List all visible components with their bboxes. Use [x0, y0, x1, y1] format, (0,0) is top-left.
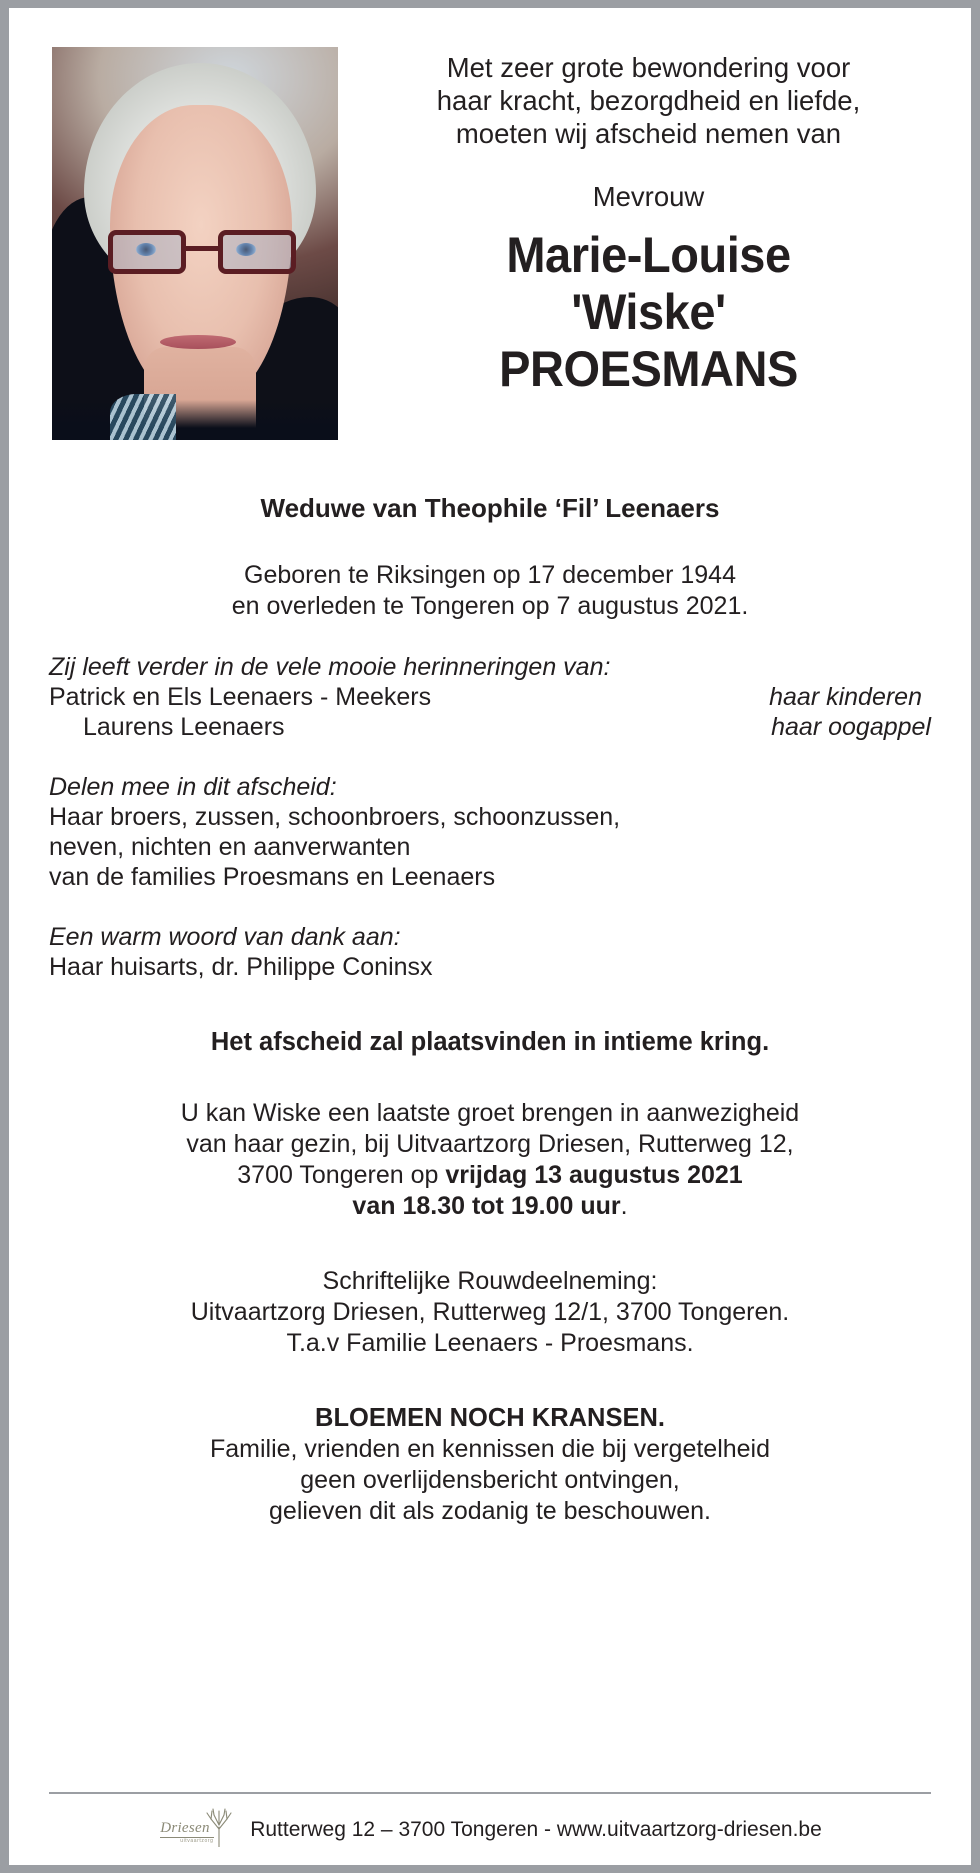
honorific: Mevrouw	[592, 181, 705, 212]
photo-necklace	[110, 394, 176, 440]
photo-glasses-bridge	[186, 246, 218, 251]
visitation-city-prefix: 3700 Tongeren op	[237, 1161, 446, 1189]
visitation-line-4	[49, 1191, 931, 1222]
widow-line: Weduwe van Theophile ‘Fil’ Leenaers	[260, 493, 720, 523]
thanks-section	[49, 922, 931, 982]
headline-block	[338, 47, 971, 440]
memorial-card	[9, 8, 971, 1865]
memories-heading: Zij leeft verder in de vele mooie herinneringen van:	[49, 653, 611, 681]
sharing-line: neven, nichten en aanverwanten	[49, 833, 411, 861]
footer-row	[49, 1807, 931, 1851]
memories-section	[49, 652, 931, 742]
death-line: en overleden te Tongeren op 7 augustus 2021.	[231, 592, 749, 620]
intro-line-1: Met zeer grote bewondering voor	[446, 52, 851, 83]
sharing-line: van de families Proesmans en Leenaers	[49, 863, 496, 891]
footer-address: Rutterweg 12 – 3700 Tongeren - www.uitvaartzorg-driesen.be	[250, 1817, 822, 1841]
intro-line-2: haar kracht, bezorgdheid en liefde,	[436, 85, 861, 116]
visitation-line-2: van haar gezin, bij Uitvaartzorg Driesen, Rutterweg 12,	[186, 1130, 794, 1158]
visitation-period: .	[620, 1192, 628, 1220]
visitation-section	[49, 1098, 931, 1222]
flowers-line-2: geen overlijdensbericht ontvingen,	[300, 1466, 680, 1494]
memories-entry	[49, 712, 931, 742]
intimate-farewell-notice: Het afscheid zal plaatsvinden in intieme kring.	[210, 1028, 770, 1056]
thanks-heading: Een warm woord van dank aan:	[49, 923, 401, 951]
thanks-line: Haar huisarts, dr. Philippe Coninsx	[49, 953, 433, 981]
portrait-photo	[52, 47, 338, 440]
footer-divider	[49, 1792, 931, 1794]
deceased-surname: PROESMANS	[499, 341, 798, 397]
tree-icon	[202, 1807, 236, 1847]
birth-line: Geboren te Riksingen op 17 december 1944	[244, 561, 736, 589]
condolences-address: Uitvaartzorg Driesen, Rutterweg 12/1, 3700 Tongeren.	[190, 1298, 790, 1326]
driesen-logo	[158, 1807, 236, 1851]
condolences-section	[49, 1266, 931, 1359]
photo-glasses	[108, 230, 296, 276]
visitation-line-1: U kan Wiske een laatste groet brengen in aanwezigheid	[180, 1099, 800, 1127]
flowers-line-1: Familie, vrienden en kennissen die bij vergetelheid	[209, 1435, 771, 1463]
flowers-line-3: gelieven dit als zodanig te beschouwen.	[269, 1497, 711, 1525]
visitation-date: vrijdag 13 augustus 2021	[445, 1161, 743, 1189]
photo-lens-left	[108, 230, 186, 274]
birth-death-block	[49, 560, 931, 622]
photo-lens-right	[218, 230, 296, 274]
sharing-heading: Delen mee in dit afscheid:	[49, 773, 337, 801]
memories-entry	[49, 682, 931, 712]
flowers-notice-body	[49, 1434, 931, 1527]
deceased-name-line-1: Marie-Louise	[506, 227, 791, 283]
card-body	[9, 493, 971, 1527]
photo-dress	[52, 400, 338, 440]
logo-tagline: uitvaartzorg	[180, 1838, 214, 1844]
sharing-line: Haar broers, zussen, schoonbroers, schoonzussen,	[49, 803, 621, 831]
sharing-section	[49, 772, 931, 892]
memories-entry-relation: haar oogappel	[771, 713, 931, 741]
condolences-attention: T.a.v Familie Leenaers - Proesmans.	[286, 1329, 694, 1357]
deceased-nickname: 'Wiske'	[571, 284, 726, 340]
visitation-time: van 18.30 tot 19.00 uur	[352, 1192, 621, 1220]
memories-entry-relation: haar kinderen	[769, 683, 922, 711]
logo-wordmark: Driesen	[160, 1820, 210, 1836]
memories-entry-name: Laurens Leenaers	[83, 713, 285, 741]
card-footer	[9, 1792, 971, 1865]
flowers-notice-title: BLOEMEN NOCH KRANSEN.	[315, 1404, 665, 1432]
card-header	[9, 8, 971, 440]
photo-mouth	[160, 335, 236, 349]
visitation-line-3	[49, 1160, 931, 1191]
intro-line-3: moeten wij afscheid nemen van	[455, 118, 842, 149]
condolences-heading: Schriftelijke Rouwdeelneming:	[322, 1267, 658, 1295]
memories-entry-name: Patrick en Els Leenaers - Meekers	[49, 683, 432, 711]
